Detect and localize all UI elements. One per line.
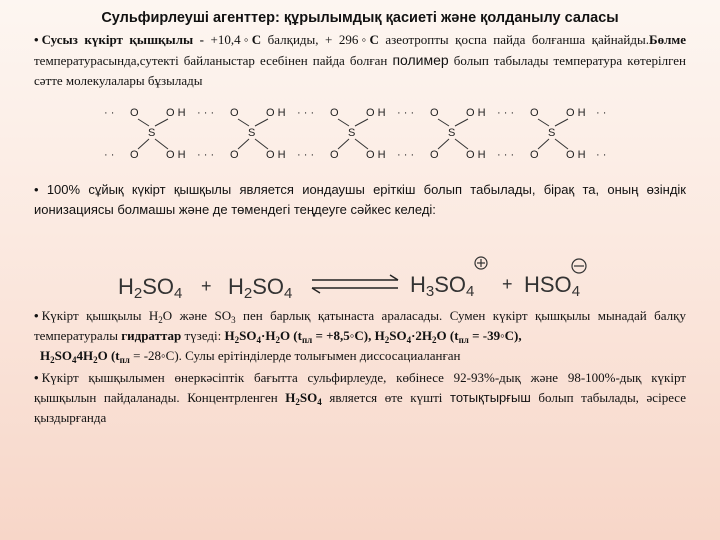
text: түзеді: <box>181 328 225 343</box>
formula-1: $Н_2SО_4\cdot Н_2О$ ($t_{пл}$ = +8,5◦С), <box>224 328 375 345</box>
oxygen-atom: O <box>130 149 139 161</box>
text: ◦С <box>358 32 379 47</box>
hydroxyl-group: O H <box>366 149 386 161</box>
equilibrium-arrow-icon <box>312 275 398 293</box>
text: пен барлық қатынаста араласады. Сумен күкірт қышқылы мынадай балқу температуралы <box>34 308 686 343</box>
oxygen-atom: O <box>430 149 439 161</box>
slide-title: Сульфирлеуші агенттер: құрылымдық қасиеті және қолданылу саласы <box>101 10 619 26</box>
oxygen-atom: O <box>330 107 339 119</box>
oxygen-atom: O <box>230 149 239 161</box>
hydrogen-bond: · · · <box>497 107 515 119</box>
subscript: 3 <box>231 315 236 325</box>
hydrogen-bond: · · · <box>197 107 215 119</box>
formula-3: $Н_2SО_44Н_2О$ ($t_{пл}$ <box>40 348 130 365</box>
text: болып табылады, әсіресе қыздырғанда <box>34 390 686 425</box>
bullet: • <box>34 370 39 385</box>
oxygen-atom: O <box>130 107 139 119</box>
text: азеотропты қоспа пайда болғанша қайнайды. <box>378 32 649 47</box>
text: Күкірт қышқылы Н <box>41 308 159 323</box>
hydroxyl-group: O H <box>266 149 286 161</box>
text: болып табылады температура көтерілген сәтте молекулалары бұзылады <box>34 53 686 88</box>
plus-sign-2: + <box>502 274 513 294</box>
hydrogen-bond: · · · <box>197 149 215 161</box>
sulfur-atom: S <box>348 127 356 139</box>
sulfur-atom: S <box>148 127 156 139</box>
paragraph-industrial-use <box>34 368 686 428</box>
hydrogen-bond: · · · <box>297 149 315 161</box>
formula-2: $Н_2SО_4\cdot 2Н_2О$ ($t_{пл}$ = -39◦С), <box>374 328 522 345</box>
paragraph-hydrates <box>34 306 686 366</box>
oxygen-atom: O <box>430 107 439 119</box>
hydrogen-bond: · · <box>596 149 607 161</box>
product-2: HSO4 <box>524 272 581 300</box>
hydrogen-bond: · · <box>104 107 115 119</box>
oxygen-atom: O <box>530 149 539 161</box>
hydrate-term: гидраттар <box>121 328 182 343</box>
bullet: • <box>34 308 39 323</box>
hydroxyl-group: O H <box>566 107 586 119</box>
lead-term: Сусыз күкірт қышқылы - <box>41 32 204 47</box>
hydroxyl-group: O H <box>366 107 386 119</box>
hydroxyl-group: O H <box>566 149 586 161</box>
hydrogen-bond: · · · <box>497 149 515 161</box>
oxygen-atom: O <box>330 149 339 161</box>
positive-charge-icon <box>475 257 487 269</box>
hydrogen-bond: · · · <box>397 107 415 119</box>
hydroxyl-group: O H <box>466 107 486 119</box>
paragraph-ionization: • 100% сұйық күкірт қышқылы является иондаушы еріткіш болып табылады, бірақ та, оның өзіндік ионизациясы болмашы және де төмендегі теңдеуге сәйкес келеді: <box>34 182 686 217</box>
product-1: H3SO4 <box>410 272 475 300</box>
formula-h2so4: $Н_2SО_4$ <box>285 390 322 407</box>
text: О және SO <box>162 308 232 323</box>
hydrogen-bond: · · <box>596 107 607 119</box>
text: балқиды, + 296 <box>261 32 359 47</box>
hydrogen-bond: · · · <box>297 107 315 119</box>
negative-charge-icon <box>572 259 586 273</box>
text: температурасында,сутекті байланыстар есебінен пайда болған <box>34 53 393 68</box>
reactant-2: H2SO4 <box>228 274 293 302</box>
subscript: 2 <box>158 315 163 325</box>
oxidizer-term: тотықтырғыш <box>450 390 531 405</box>
bullet: • <box>34 32 39 47</box>
sulfur-atom: S <box>248 127 256 139</box>
hydroxyl-group: O H <box>166 107 186 119</box>
reactant-1: H2SO4 <box>118 274 183 302</box>
oxygen-atom: O <box>530 107 539 119</box>
text: ◦С <box>240 32 262 47</box>
oxygen-atom: O <box>230 107 239 119</box>
hydrogen-bond: · · · <box>397 149 415 161</box>
text: = -28◦С). Сулы ерітінділерде толығымен диссосациаланған <box>129 348 461 363</box>
hydroxyl-group: O H <box>266 107 286 119</box>
hydrogen-bond: · · <box>104 149 115 161</box>
hydroxyl-group: O H <box>166 149 186 161</box>
text: является өте күшті <box>321 390 451 405</box>
sulfur-atom: S <box>448 127 456 139</box>
polymer-term: полимер <box>392 52 449 68</box>
plus-sign: + <box>201 276 212 296</box>
text: +10,4 <box>203 32 241 47</box>
text: Бөлме <box>648 32 686 47</box>
text: Күкірт қышқылымен өнеркәсіптік бағытта сульфирлеуде, көбінесе 92-93%-дық және 98-100%-дық күкірт қышқылын пайдаланады. Концентрленген <box>34 370 686 405</box>
hydroxyl-group: O H <box>466 149 486 161</box>
sulfur-atom: S <box>548 127 556 139</box>
